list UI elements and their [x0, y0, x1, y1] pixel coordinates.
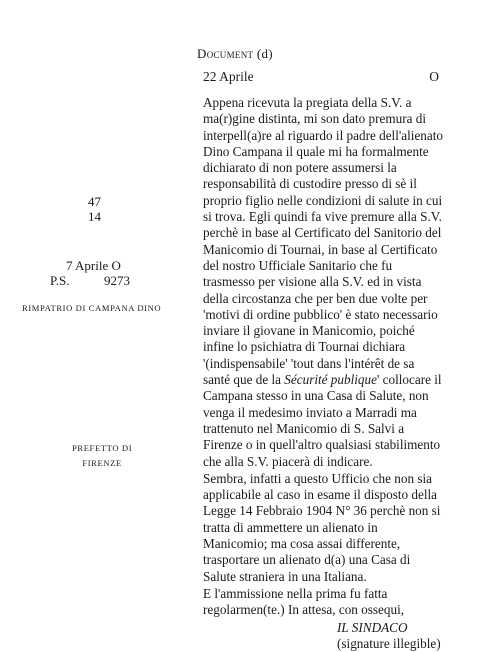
margin-number-2: 14: [88, 209, 101, 225]
signature-block: [203, 620, 443, 652]
ps-reference: [50, 273, 170, 289]
recipient: [72, 441, 132, 471]
recipient-line-2: FIRENZE: [72, 456, 132, 471]
paragraph-3: E l'ammissione nella prima fu fatta regolarmen(te.) In attesa, con ossequi,: [203, 586, 443, 619]
margin-number-1: 47: [88, 194, 101, 210]
signoff: IL SINDACO: [337, 620, 443, 636]
document-heading-word: Document: [197, 46, 253, 61]
document-heading: [197, 46, 273, 62]
letter-dateline: [203, 69, 439, 85]
subject-line: RIMPATRIO DI CAMPANA DINO: [22, 303, 161, 313]
paragraph-1-part-b: ' collocare il Campana stesso in una Casa di Salute, non venga il medesimo inviato a Marradi ma trattenuto nel Manicomio di S. Salvi a Firenze o in quell'altro qualsiasi stabilimento che alla S.V. piacerà di indicare.: [203, 372, 442, 468]
letter-body: [203, 95, 443, 652]
paragraph-2: Sembra, infatti a questo Ufficio che non sia applicabile al caso in esame il disposto della Legge 14 Febbraio 1904 N° 36 perchè non si tratta di ammettere un alienato in Manicomio; ma cosa assai differente, trasportare un alienato d(a) una Casa di Salute straniera in una Italiana.: [203, 471, 443, 585]
ps-label: P.S.: [50, 273, 70, 288]
margin-date: 7 Aprile O: [66, 258, 121, 274]
letter-date: 22 Aprile: [203, 69, 254, 84]
signature-note: (signature illegible): [337, 636, 441, 651]
document-heading-suffix: (d): [253, 46, 273, 61]
recipient-line-1: PREFETTO DI: [72, 441, 132, 456]
ps-number: 9273: [104, 273, 130, 289]
date-mark: O: [429, 69, 439, 85]
paragraph-1-italic: Sécurité publique: [284, 372, 377, 387]
paragraph-1-part-a: Appena ricevuta la pregiata della S.V. a ma(r)gine distinta, mi son dato premura di interpell(a)re al riguardo il padre dell'alienato Dino Campana il quale mi ha formalmente dichiarato di non potere assumersi la responsabilità di custodire presso di sè il proprio figlio nelle condizioni di salute in cui si trova. Egli quindi fa vive premure alla S.V. perchè in base al Certificato del Sanitorio del Manicomio di Tournai, in base al Certificato del nostro Ufficiale Sanitario che fu trasmesso per visione alla S.V. ed in vista della circostanza che per ben due volte per 'motivi di ordine pubblico' è stato necessario inviare il giovane in Manicomio, poiché infine lo psichiatra di Tournai dichiara '(indispensabile' 'tout dans l'intérêt de sa santé que de la: [203, 95, 443, 387]
paragraph-1: [203, 95, 443, 470]
